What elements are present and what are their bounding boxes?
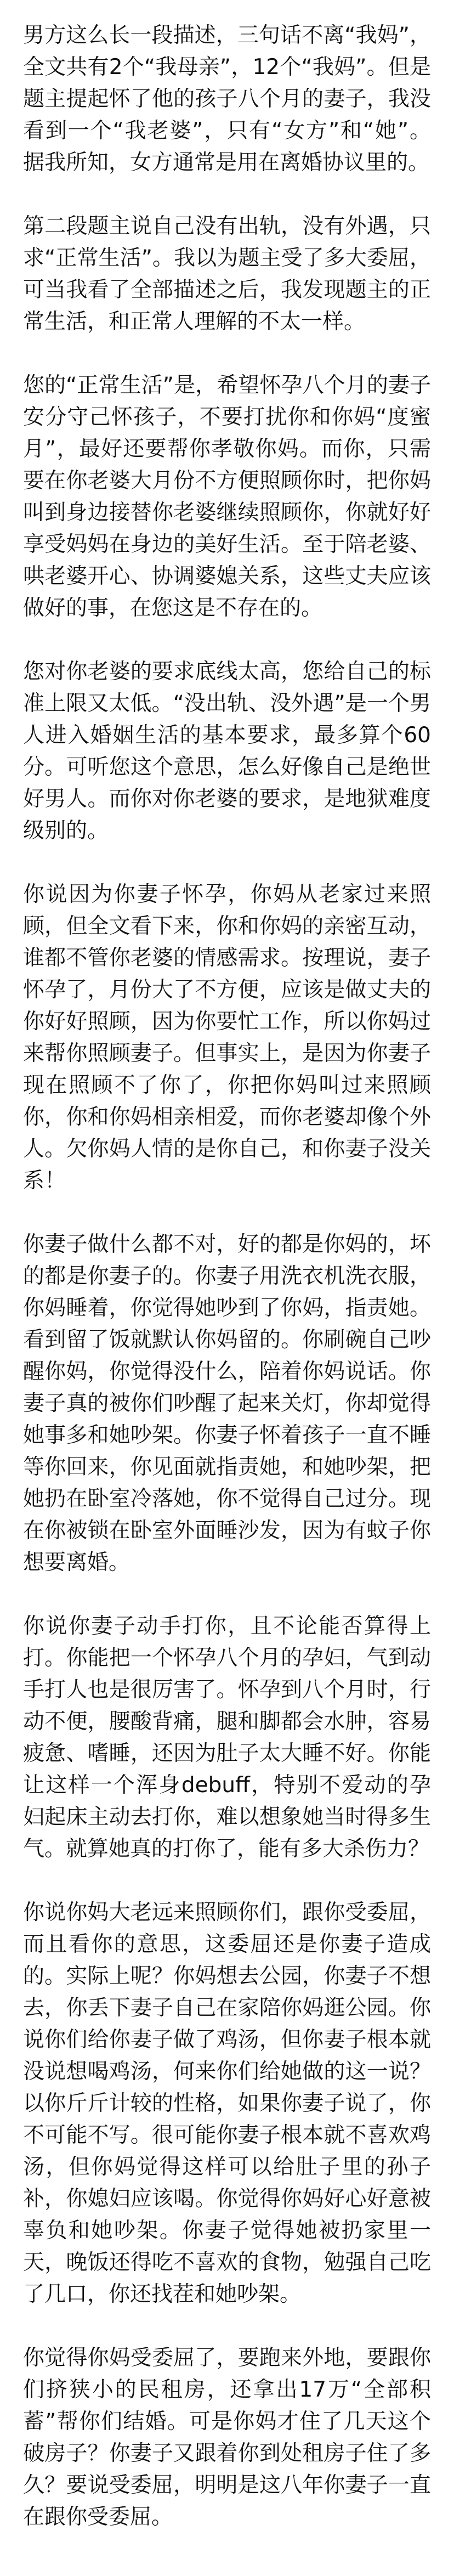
article-paragraph: 你说因为你妻子怀孕，你妈从老家过来照顾，但全文看下来，你和你妈的亲密互动，谁都不管你老婆的情感需求。按理说，妻子怀孕了，月份大了不方便，应该是做丈夫的你好好照顾，因为你要忙工作，所以你妈过来帮你照顾妻子。但事实上，是因为你妻子现在照顾不了你了，你把你妈叫过来照顾你，你和你妈相亲相爱，而你老婆却像个外人。欠你妈人情的是你自己，和你妻子没关系！ [23, 882, 431, 1193]
article-paragraph: 第二段题主说自己没有出轨，没有外遇，只求“正常生活”。我以为题主受了多大委屈，可当我看了全部描述之后，我发现题主的正常生活，和正常人理解的不太一样。 [23, 214, 431, 334]
article-paragraph: 你说你妈大老远来照顾你们，跟你受委屈，而且看你的意思，这委屈还是你妻子造成的。实际上呢？你妈想去公园，你妻子不想去，你丢下妻子自己在家陪你妈逛公园。你说你们给你妻子做了鸡汤，但你妻子根本就没说想喝鸡汤，何来你们给她做的这一说？以你斤斤计较的性格，如果你妻子说了，你不可能不写。很可能你妻子根本就不喜欢鸡汤，但你妈觉得这样可以给肚子里的孙子补，你媳妇应该喝。你觉得你妈好心好意被辜负和她吵架。你妻子觉得她被扔家里一天，晚饭还得吃不喜欢的食物，勉强自己吃了几口，你还找茬和她吵架。 [23, 1900, 431, 2307]
article-paragraph: 你觉得你妈受委屈了，要跑来外地，要跟你们挤狭小的民租房，还拿出17万“全部积蓄”帮你们结婚。可是你妈才住了几天这个破房子？你妻子又跟着你到处租房子住了多久？要说受委屈，明明是这八年你妻子一直在跟你受委屈。 [23, 2346, 431, 2529]
article-paragraph: 您的“正常生活”是，希望怀孕八个月的妻子安分守己怀孩子，不要打扰你和你妈“度蜜月”，最好还要帮你孝敬你妈。而你，只需要在你老婆大月份不方便照顾你时，把你妈叫到身边接替你老婆继续照顾你，你就好好享受妈妈在身边的美好生活。至于陪老婆、哄老婆开心、协调婆媳关系，这些丈夫应该做好的事，在您这是不存在的。 [23, 373, 431, 620]
article-paragraph: 你说你妻子动手打你，且不论能否算得上打。你能把一个怀孕八个月的孕妇，气到动手打人也是很厉害了。怀孕到八个月时，行动不便，腰酸背痛，腿和脚都会水肿，容易疲惫、嗜睡，还因为肚子太大睡不好。你能让这样一个浑身debuff，特别不爱动的孕妇起床主动去打你，难以想象她当时得多生气。就算她真的打你了，能有多大杀伤力？ [23, 1614, 431, 1861]
article-paragraph: 男方这么长一段描述，三句话不离“我妈”，全文共有2个“我母亲”，12个“我妈”。但是题主提起怀了他的孩子八个月的妻子，我没看到一个“我老婆”，只有“女方”和“她”。据我所知，女方通常是用在离婚协议里的。 [23, 23, 431, 175]
article-paragraph: 你妻子做什么都不对，好的都是你妈的，坏的都是你妻子的。你妻子用洗衣机洗衣服，你妈睡着，你觉得她吵到了你妈，指责她。看到留了饭就默认你妈留的。你刷碗自己吵醒你妈，你觉得没什么，陪着你妈说话。你妻子真的被你们吵醒了起来关灯，你却觉得她事多和她吵架。你妻子怀着孩子一直不睡等你回来，你见面就指责她，和她吵架，把她扔在卧室冷落她，你不觉得自己过分。现在你被锁在卧室外面睡沙发，因为有蚊子你想要离婚。 [23, 1232, 431, 1575]
article-paragraph: 您对你老婆的要求底线太高，您给自己的标准上限又太低。“没出轨、没外遇”是一个男人进入婚姻生活的基本要求，最多算个60分。可听您这个意思，怎么好像自己是绝世好男人。而你对你老婆的要求，是地狱难度级别的。 [23, 659, 431, 843]
